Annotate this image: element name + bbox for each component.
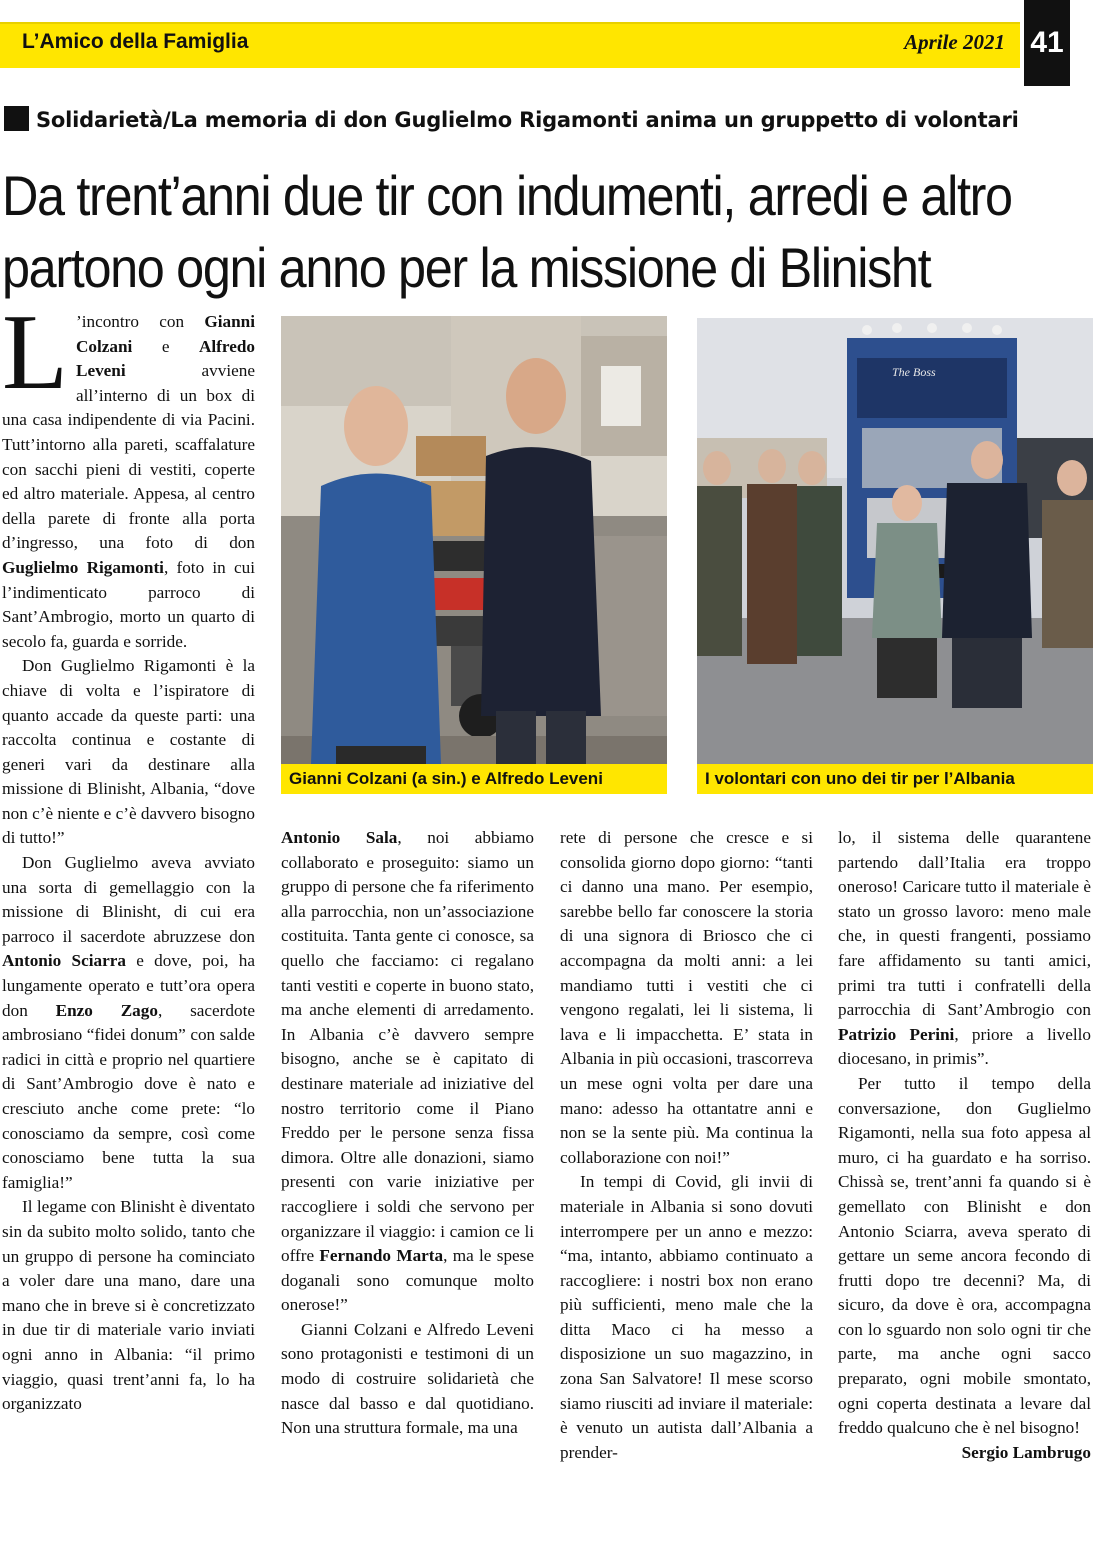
text-run: ’incontro con (75, 312, 205, 331)
bold-name: Enzo Zago (55, 1000, 158, 1020)
bold-name: Antonio Sala (281, 828, 398, 847)
truck-name-text: The Boss (892, 365, 936, 379)
caption-left-photo: Gianni Colzani (a sin.) e Alfredo Leveni (281, 764, 667, 794)
article-paragraph (838, 1072, 1091, 1441)
bold-name: Fernando Marta (319, 1246, 444, 1266)
article-paragraph (560, 826, 813, 1170)
magazine-title: L’Amico della Famiglia (22, 30, 249, 53)
text-run: Don Guglielmo aveva avviato una sorta di gemellaggio con la missione di Blinisht, di cui era parroco il sacerdote abruzzese don (2, 853, 255, 946)
text-run: , noi abbiamo collaborato e proseguito: siamo un gruppo di persone che fa riferimento alla parrocchia, non un’associazione costituita. Tanta gente ci conosce, sa quello che facciamo: ci regalano tanti vestiti e coperte in buono stato, ma anche elementi di arredamento. In Albania c’è davvero sempre bisogno, anche se è capitato di destinare materiale ad iniziative del nostro territorio come il Piano Freddo per le persone senza fissa dimora. Oltre alle donazioni, siamo presenti con varie iniziative per raccogliere i soldi che servono per organizzare il viaggio: i camion ce li offre (281, 828, 534, 1266)
photo-volunteers-truck (697, 318, 1093, 764)
kicker-text: Solidarietà/La memoria di don Guglielmo Rigamonti anima un gruppetto di volontari (36, 108, 1019, 132)
article-paragraph (281, 826, 534, 1318)
text-run: Il legame con Blinisht è diventato sin da subito molto solido, tanto che un gruppo di persone ha cominciato a voler dare una mano, dare una mano che in breve si è concretizzato in due tir di materiale vario inviati ogni anno in Albania: “il primo viaggio, quasi trent’anni fa, lo ha organizzato (2, 1197, 255, 1414)
bold-name: Antonio Sciarra (2, 951, 126, 971)
headline (2, 160, 1012, 304)
article-paragraph (2, 851, 255, 1195)
bold-name: Guglielmo Rigamonti (2, 557, 164, 577)
author-signature: Sergio Lambrugo (961, 1442, 1091, 1462)
headline-line-2: partono ogni anno per la missione di Blinisht (2, 236, 931, 299)
article-paragraph (560, 1170, 813, 1465)
headline-line-1: Da trent’anni due tir con indumenti, arredi e altro (2, 164, 1012, 227)
photo-truck-image (697, 318, 1093, 764)
article-column-3 (560, 826, 813, 1465)
bold-name: Alfredo Leveni (75, 336, 255, 381)
text-run: e (132, 336, 199, 356)
drop-cap: L (2, 293, 68, 412)
article-paragraph (2, 654, 255, 851)
article-paragraph (838, 826, 1091, 1072)
text-run: Gianni Colzani e Alfredo Leveni sono protagonisti e testimoni di un modo di costruire solidarietà che nasce dal basso e dal quotidiano. Non una struttura formale, ma una (281, 1319, 534, 1438)
text-run: In tempi di Covid, gli invii di materiale in Albania si sono dovuti interrompere per un anno e mezzo: “ma, intanto, abbiamo continuato a raccogliere: i nostri box non erano più sufficienti, meno male che la ditta Maco ci ha messo a disposizione un suo magazzino, in zona San Salvatore! Il mese scorso siamo riusciti ad inviare il materiale: è venuto un autista dall’Albania a prender- (560, 1172, 813, 1462)
text-run: , sacerdote ambrosiano “fidei donum” con salde radici in città e proprio nel quartiere di Sant’Ambrogio dove è nato e cresciuto anche come prete: “lo conosciamo da sempre, così come conosciamo bene tutta la sua famiglia!” (2, 1000, 255, 1192)
caption-right-photo: I volontari con uno dei tir per l’Albania (697, 764, 1093, 794)
page-number: 41 (1024, 0, 1070, 86)
bold-name: Gianni Colzani (75, 312, 255, 356)
article-paragraph (2, 1195, 255, 1416)
photo-colzani-leveni (281, 316, 667, 764)
bold-name: Patrizio Perini (838, 1024, 955, 1044)
square-bullet-icon (4, 106, 29, 131)
article-column-4 (838, 826, 1091, 1465)
kicker (4, 106, 1019, 132)
text-run: avviene all’interno di un box di una casa indipendente di via Pacini. Tutt’intorno alla pareti, scaffalature con sacchi pieni di vestiti, coperte ed altro materiale. Appesa, al centro della parete di fronte alla porta d’ingresso, una foto di don (2, 361, 255, 553)
article-column-2 (281, 826, 534, 1441)
text-run: Per tutto il tempo della conversazione, don Guglielmo Rigamonti, nella sua foto appesa al muro, ci ha guardato e ha sorriso. Chissà se, trent’anni fa quando si è gemellato con Blinisht e don Antonio Sciarra, aveva sperato di gettare un seme ancora fecondo di frutti dopo tre decenni? Ma, di sicuro, da dove è ora, accompagna con lo sguardo non solo ogni tir che parte, ma anche ogni sacco preparato, ogni mobile smontato, ogni coperta destinata a levare dal freddo qualcuno che è nel bisogno! (838, 1073, 1091, 1438)
text-run: , priore a livello diocesano, in primis”. (838, 1024, 1091, 1069)
article-paragraph (2, 293, 255, 654)
issue-date: Aprile 2021 (904, 30, 1005, 54)
article-paragraph (281, 1318, 534, 1441)
article-column-1 (2, 293, 255, 1417)
text-run: , ma le spese doganali sono comunque molto onerose!” (281, 1246, 534, 1315)
photo-storage-room-image (281, 316, 667, 764)
text-run: lo, il sistema delle quarantene partendo dall’Italia era troppo oneroso! Caricare tutto il materiale è stato un grosso lavoro: meno male che, in questi frangenti, possiamo fare affidamento su tanti amici, primi tra tutti i confratelli della parrocchia di Sant’Ambrogio con (838, 828, 1091, 1020)
text-run: rete di persone che cresce e si consolida giorno dopo giorno: “tanti ci danno una mano. Per esempio, sarebbe bello far conoscere la storia di una signora di Briosco che ci accompagna da molti anni: a lei mandiamo tutti i vestiti che ci vengono regalati, lei li sistema, li lava e li impacchetta. E’ stata in Albania in più occasioni, trascorreva un mese ogni volta per dare una mano: adesso ha ottantatre anni e non se la sente più. Ma continua la collaborazione con noi!” (560, 828, 813, 1167)
text-run: e dove, poi, ha lungamente operato e tutt’ora opera don (2, 951, 255, 1020)
text-run: , foto in cui l’indimenticato parroco di Sant’Ambrogio, morto un quarto di secolo fa, guarda e sorride. (2, 557, 255, 651)
text-run: Don Guglielmo Rigamonti è la chiave di volta e l’ispiratore di quanto accade da queste parti: una raccolta continua e costante di generi vari da destinare alla missione di Blinisht, Albania, “dove non c’è niente e c’è davvero bisogno di tutto!” (2, 656, 255, 848)
